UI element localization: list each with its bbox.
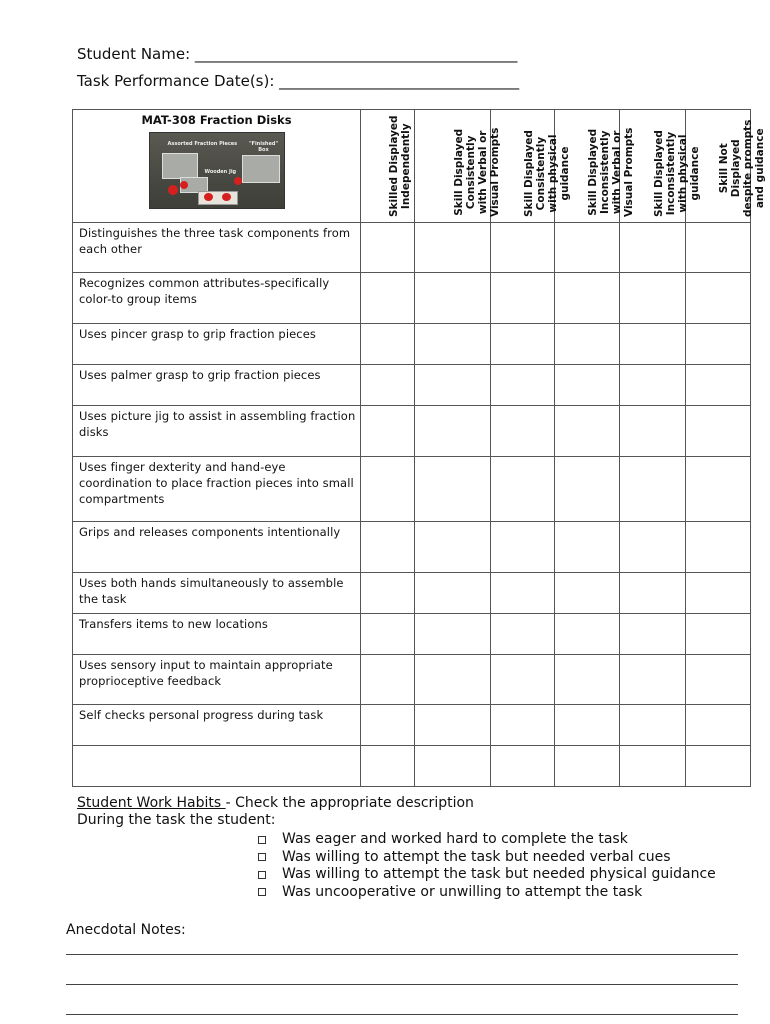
rating-cell[interactable] [686,324,751,365]
rating-cell[interactable] [415,522,491,573]
column-header-not-displayed [686,110,766,223]
rating-cell[interactable] [361,457,415,522]
table-row [73,655,751,705]
rating-cell[interactable] [555,655,620,705]
habit-option[interactable] [258,831,716,849]
rating-cell[interactable] [361,746,415,787]
rating-cell[interactable] [415,223,491,273]
task-description: Uses pincer grasp to grip fraction pieces [73,324,361,365]
rating-cell[interactable] [415,655,491,705]
habit-option-label: Was eager and worked hard to complete the task [282,831,628,847]
rating-cell[interactable] [491,655,555,705]
rating-cell[interactable] [361,406,415,457]
rating-cell[interactable] [415,705,491,746]
fraction-disks-photo [149,132,285,209]
rating-cell[interactable] [620,406,686,457]
checkbox[interactable] [258,836,266,844]
rating-cell[interactable] [686,705,751,746]
rating-cell[interactable] [361,324,415,365]
rating-cell[interactable] [620,457,686,522]
habit-option[interactable] [258,866,716,884]
task-description: Self checks personal progress during task [73,705,361,746]
table-row [73,457,751,522]
rating-cell[interactable] [361,223,415,273]
rating-cell[interactable] [361,273,415,324]
task-description: Recognizes common attributes-specifically color-to group items [73,273,361,324]
rating-cell[interactable] [491,324,555,365]
photo-header-cell [73,110,361,223]
rating-cell[interactable] [415,746,491,787]
rating-cell[interactable] [361,614,415,655]
rating-cell[interactable] [491,746,555,787]
task-description: Uses picture jig to assist in assembling fraction disks [73,406,361,457]
rating-cell[interactable] [620,365,686,406]
column-header-text: Skilled Displayed Independently [387,115,412,217]
rating-cell[interactable] [555,522,620,573]
rating-cell[interactable] [686,614,751,655]
notes-line[interactable] [66,1014,738,1015]
rating-cell[interactable] [620,223,686,273]
task-description: Distinguishes the three task components from each other [73,223,361,273]
rating-cell[interactable] [361,655,415,705]
work-habits-section [77,795,474,829]
rating-cell[interactable] [491,573,555,614]
photo-label: Assorted Fraction Pieces [167,141,238,147]
notes-line[interactable] [66,984,738,985]
rating-cell[interactable] [620,324,686,365]
rating-cell[interactable] [491,522,555,573]
rating-cell[interactable] [555,746,620,787]
table-row [73,522,751,573]
column-header-text: Skill Displayed Consistently with Verbal or Visual Prompts [452,127,501,217]
rating-cell[interactable] [686,655,751,705]
rating-cell[interactable] [555,705,620,746]
notes-line[interactable] [66,954,738,955]
habit-option-label: Was willing to attempt the task but needed verbal cues [282,848,671,865]
rating-cell[interactable] [686,457,751,522]
task-description: Grips and releases components intentionally [73,522,361,573]
rating-cell[interactable] [620,614,686,655]
task-description: Uses finger dexterity and hand-eye coordination to place fraction pieces into small compartments [73,457,361,522]
rating-cell[interactable] [686,223,751,273]
work-habits-options [258,831,716,901]
table-row [73,705,751,746]
rating-cell[interactable] [620,573,686,614]
rating-cell[interactable] [491,223,555,273]
rating-cell[interactable] [555,273,620,324]
column-header-independent [361,110,415,223]
task-description: Uses palmer grasp to grip fraction pieces [73,365,361,406]
work-habits-heading: Student Work Habits [77,795,226,811]
student-name-field[interactable]: Student Name: ___________________________________________ [77,45,518,63]
table-row [73,223,751,273]
task-description: Transfers items to new locations [73,614,361,655]
rating-cell[interactable] [620,746,686,787]
table-row [73,573,751,614]
photo-label: "Finished" Box [248,141,279,153]
rating-cell[interactable] [620,655,686,705]
task-description: Uses sensory input to maintain appropriate proprioceptive feedback [73,655,361,705]
rating-cell[interactable] [686,746,751,787]
column-header-text: Skill Displayed Inconsistently with Verbal or Visual Prompts [587,127,635,217]
rubric-table [72,109,766,787]
table-row [73,365,751,406]
rating-cell[interactable] [361,705,415,746]
rating-cell[interactable] [620,705,686,746]
rating-cell[interactable] [555,324,620,365]
rating-cell[interactable] [361,573,415,614]
habit-option[interactable] [258,849,716,867]
table-row [73,406,751,457]
task-description: Uses both hands simultaneously to assemble the task [73,573,361,614]
task-rows [73,223,751,787]
task-description [73,746,361,787]
rating-cell[interactable] [555,406,620,457]
column-header-inconsistent-verbal [555,110,635,223]
rating-cell[interactable] [491,457,555,522]
anecdotal-notes-label: Anecdotal Notes: [66,922,186,938]
work-habits-instruction: - Check the appropriate description [225,795,474,811]
rating-cell[interactable] [555,614,620,655]
rating-cell[interactable] [686,406,751,457]
table-row [73,324,751,365]
checkbox[interactable] [258,871,266,879]
rating-cell[interactable] [491,705,555,746]
rating-cell[interactable] [686,365,751,406]
rating-cell[interactable] [686,522,751,573]
rating-cell[interactable] [555,573,620,614]
photo-label: Wooden Jig [204,169,237,175]
photo-title: MAT-308 Fraction Disks [141,113,292,127]
rating-cell[interactable] [415,573,491,614]
table-row [73,614,751,655]
table-row [73,746,751,787]
column-header-inconsistent-physical [620,110,701,223]
task-date-field[interactable]: Task Performance Date(s): ________________________________ [77,72,520,90]
rating-cell[interactable] [491,365,555,406]
column-header-consistent-verbal [415,110,501,223]
rating-cell[interactable] [361,522,415,573]
rating-cell[interactable] [415,365,491,406]
work-habits-subheading: During the task the student: [77,812,276,828]
rating-cell[interactable] [415,614,491,655]
rating-cell[interactable] [415,457,491,522]
rating-cell[interactable] [686,573,751,614]
checkbox[interactable] [258,853,266,861]
column-header-consistent-physical [491,110,571,223]
rating-cell[interactable] [415,324,491,365]
column-header-text: Skill Displayed Inconsistently with physical guidance [652,130,701,217]
rating-cell[interactable] [555,457,620,522]
rating-cell[interactable] [491,273,555,324]
rating-cell[interactable] [415,406,491,457]
rating-cell[interactable] [686,273,751,324]
column-header-text: Skill Not Displayed despite prompts and guidance [718,119,766,217]
rating-cell[interactable] [491,614,555,655]
rating-cell[interactable] [555,223,620,273]
table-row [73,273,751,324]
rating-cell[interactable] [620,522,686,573]
rating-cell[interactable] [620,273,686,324]
column-header-text: Skill Displayed Consistently with physical guidance [522,130,571,217]
checkbox[interactable] [258,888,266,896]
habit-option[interactable] [258,884,716,902]
habit-option-label: Was willing to attempt the task but needed physical guidance [282,866,716,882]
habit-option-label: Was uncooperative or unwilling to attempt the task [282,883,643,900]
rating-cell[interactable] [491,406,555,457]
rating-cell[interactable] [555,365,620,406]
rating-cell[interactable] [415,273,491,324]
rating-cell[interactable] [361,365,415,406]
